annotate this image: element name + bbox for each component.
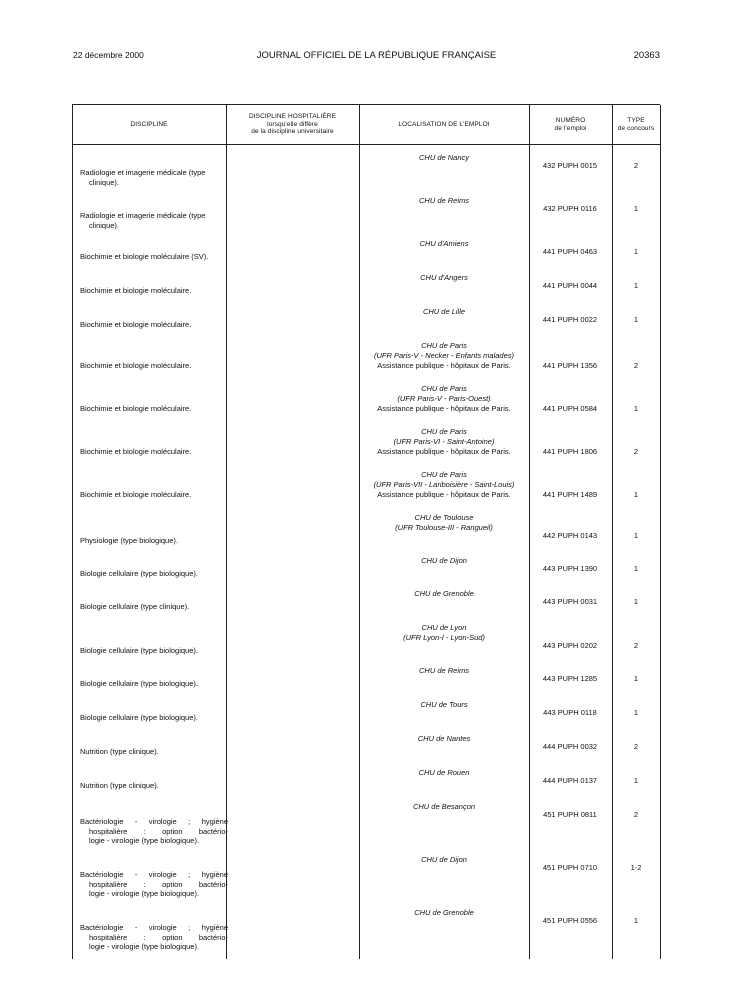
table-border-right bbox=[660, 105, 661, 959]
position-number: 441 PUPH 0463 bbox=[542, 247, 598, 256]
employment-location bbox=[359, 908, 529, 918]
competition-type: 1 bbox=[633, 531, 639, 540]
location-administration: Assistance publique - hôpitaux de Paris. bbox=[377, 361, 511, 370]
discipline-text: Biologie cellulaire (type biologique). bbox=[80, 679, 198, 688]
employment-location bbox=[359, 802, 529, 812]
discipline-text: Biologie cellulaire (type biologique). bbox=[80, 713, 198, 722]
competition-type: 1 bbox=[633, 490, 639, 499]
competition-type: 2 bbox=[633, 161, 639, 170]
position-number: 451 PUPH 0710 bbox=[542, 863, 598, 872]
discipline-text: logie - virologie (type biologique). bbox=[89, 942, 200, 951]
column-header-discipline: DISCIPLINE bbox=[130, 120, 168, 128]
competition-type: 1 bbox=[633, 315, 639, 324]
discipline-text: clinique). bbox=[89, 220, 120, 230]
location-name: CHU de Paris bbox=[421, 341, 467, 350]
competition-type: 1 bbox=[633, 404, 639, 413]
discipline-text: Biochimie et biologie moléculaire. bbox=[80, 320, 192, 329]
discipline-cell bbox=[80, 404, 228, 414]
discipline-cell bbox=[80, 923, 228, 952]
location-ufr: (UFR Paris-VI - Saint-Antoine) bbox=[393, 437, 495, 446]
competition-type: 1 bbox=[633, 597, 639, 606]
location-name: CHU de Reims bbox=[418, 196, 469, 205]
discipline-text: Biochimie et biologie moléculaire. bbox=[80, 404, 192, 413]
location-administration: Assistance publique - hôpitaux de Paris. bbox=[377, 490, 511, 499]
discipline-cell bbox=[80, 211, 228, 230]
employment-location bbox=[359, 556, 529, 566]
employment-location bbox=[359, 470, 529, 500]
competition-type: 2 bbox=[633, 447, 639, 456]
discipline-text: logie - virologie (type biologique). bbox=[89, 889, 200, 898]
location-administration: Assistance publique - hôpitaux de Paris. bbox=[377, 447, 511, 456]
discipline-text: Biochimie et biologie moléculaire. bbox=[80, 490, 192, 499]
location-name: CHU de Lyon bbox=[421, 623, 467, 632]
location-name: CHU de Tours bbox=[420, 700, 468, 709]
discipline-text: Bactériologie - virologie ; hygiène bbox=[80, 870, 228, 879]
position-number: 441 PUPH 1806 bbox=[542, 447, 598, 456]
competition-type: 1-2 bbox=[630, 863, 642, 872]
employment-location bbox=[359, 700, 529, 710]
discipline-text: Nutrition (type clinique). bbox=[80, 747, 159, 756]
discipline-text: clinique). bbox=[89, 177, 120, 187]
employment-location bbox=[359, 307, 529, 317]
competition-type: 1 bbox=[633, 776, 639, 785]
discipline-cell bbox=[80, 252, 228, 262]
employment-location bbox=[359, 273, 529, 283]
position-number: 441 PUPH 1489 bbox=[542, 490, 598, 499]
discipline-cell bbox=[80, 569, 228, 579]
positions-table bbox=[72, 104, 660, 959]
column-header-location: LOCALISATION DE L'EMPLOI bbox=[398, 120, 490, 128]
employment-location bbox=[359, 384, 529, 414]
location-name: CHU de Rouen bbox=[418, 768, 470, 777]
discipline-text: Radiologie et imagerie médicale (type bbox=[80, 168, 206, 177]
position-number: 451 PUPH 0556 bbox=[542, 916, 598, 925]
discipline-cell bbox=[80, 747, 228, 757]
location-name: CHU de Besançon bbox=[412, 802, 476, 811]
location-name: CHU d'Amiens bbox=[419, 239, 469, 248]
discipline-text: hospitalière : option bactério- bbox=[89, 826, 228, 836]
competition-type: 2 bbox=[633, 742, 639, 751]
position-number: 441 PUPH 0022 bbox=[542, 315, 598, 324]
discipline-cell bbox=[80, 781, 228, 791]
employment-location bbox=[359, 239, 529, 249]
competition-type: 2 bbox=[633, 361, 639, 370]
discipline-cell bbox=[80, 713, 228, 723]
discipline-text: hospitalière : option bactério- bbox=[89, 932, 228, 942]
employment-location bbox=[359, 341, 529, 371]
discipline-text: Biochimie et biologie moléculaire. bbox=[80, 361, 192, 370]
discipline-text: Biologie cellulaire (type biologique). bbox=[80, 569, 198, 578]
employment-location bbox=[359, 153, 529, 163]
discipline-text: Biologie cellulaire (type biologique). bbox=[80, 646, 198, 655]
discipline-text: Bactériologie - virologie ; hygiène bbox=[80, 923, 228, 932]
location-name: CHU de Dijon bbox=[421, 855, 467, 864]
discipline-cell bbox=[80, 361, 228, 371]
location-name: CHU de Paris bbox=[421, 384, 467, 393]
column-header-hospital-discipline: DISCIPLINE HOSPITALIÈRE lorsqu'elle diffère de la discipline universitaire bbox=[248, 113, 337, 136]
competition-type: 1 bbox=[633, 674, 639, 683]
location-administration: Assistance publique - hôpitaux de Paris. bbox=[377, 404, 511, 413]
header-page-number: 20363 bbox=[633, 50, 660, 61]
location-ufr: (UFR Paris-V - Paris-Ouest) bbox=[397, 394, 491, 403]
location-ufr: (UFR Toulouse-III - Rangueil) bbox=[395, 523, 493, 532]
discipline-cell bbox=[80, 320, 228, 330]
location-ufr: (UFR Lyon-I - Lyon-Sud) bbox=[403, 633, 485, 642]
position-number: 443 PUPH 0118 bbox=[543, 708, 597, 717]
employment-location bbox=[359, 513, 529, 533]
competition-type: 2 bbox=[633, 641, 639, 650]
location-name: CHU de Grenoble bbox=[414, 589, 474, 598]
location-name: CHU de Paris bbox=[421, 427, 467, 436]
position-number: 441 PUPH 1356 bbox=[542, 361, 598, 370]
column-header-number: NUMÉRO de l'emploi bbox=[554, 117, 587, 132]
discipline-text: Radiologie et imagerie médicale (type bbox=[80, 211, 206, 220]
position-number: 441 PUPH 0584 bbox=[542, 404, 598, 413]
employment-location bbox=[359, 589, 529, 599]
discipline-cell bbox=[80, 817, 228, 846]
position-number: 444 PUPH 0137 bbox=[542, 776, 598, 785]
discipline-text: Biologie cellulaire (type clinique). bbox=[80, 602, 190, 611]
position-number: 443 PUPH 0202 bbox=[542, 641, 598, 650]
position-number: 444 PUPH 0032 bbox=[542, 742, 598, 751]
position-number: 451 PUPH 0811 bbox=[543, 810, 597, 819]
competition-type: 1 bbox=[633, 708, 639, 717]
location-name: CHU de Dijon bbox=[421, 556, 467, 565]
employment-location bbox=[359, 666, 529, 676]
location-name: CHU de Reims bbox=[418, 666, 469, 675]
location-ufr: (UFR Paris-VII - Lariboisière - Saint-Louis) bbox=[373, 480, 515, 489]
discipline-text: logie - virologie (type biologique). bbox=[89, 836, 200, 845]
discipline-text: Biochimie et biologie moléculaire. bbox=[80, 286, 192, 295]
discipline-cell bbox=[80, 536, 228, 546]
position-number: 441 PUPH 0044 bbox=[542, 281, 598, 290]
competition-type: 1 bbox=[633, 564, 639, 573]
competition-type: 1 bbox=[633, 247, 639, 256]
discipline-text: hospitalière : option bactério- bbox=[89, 879, 228, 889]
position-number: 443 PUPH 1285 bbox=[542, 674, 598, 683]
location-ufr: (UFR Paris-V - Necker - Enfants malades) bbox=[373, 351, 515, 360]
discipline-cell bbox=[80, 447, 228, 457]
employment-location bbox=[359, 427, 529, 457]
competition-type: 1 bbox=[633, 204, 639, 213]
position-number: 443 PUPH 1390 bbox=[542, 564, 598, 573]
header-date: 22 décembre 2000 bbox=[73, 50, 144, 60]
location-name: CHU de Paris bbox=[421, 470, 467, 479]
discipline-cell bbox=[80, 286, 228, 296]
employment-location bbox=[359, 196, 529, 206]
employment-location bbox=[359, 855, 529, 865]
column-header-type: TYPE de concours bbox=[617, 117, 655, 132]
discipline-text: Physiologie (type biologique). bbox=[80, 536, 178, 545]
position-number: 442 PUPH 0143 bbox=[542, 531, 598, 540]
employment-location bbox=[359, 734, 529, 744]
location-name: CHU d'Angers bbox=[420, 273, 468, 282]
position-number: 432 PUPH 0015 bbox=[542, 161, 598, 170]
position-number: 443 PUPH 0031 bbox=[542, 597, 598, 606]
competition-type: 2 bbox=[633, 810, 639, 819]
location-name: CHU de Grenoble bbox=[414, 908, 474, 917]
discipline-text: Nutrition (type clinique). bbox=[80, 781, 159, 790]
location-name: CHU de Lille bbox=[422, 307, 466, 316]
location-name: CHU de Nantes bbox=[417, 734, 471, 743]
discipline-cell bbox=[80, 602, 228, 612]
employment-location bbox=[359, 768, 529, 778]
discipline-cell bbox=[80, 870, 228, 899]
location-name: CHU de Nancy bbox=[418, 153, 470, 162]
competition-type: 1 bbox=[633, 281, 639, 290]
discipline-cell bbox=[80, 168, 228, 187]
table-border-left bbox=[72, 105, 73, 959]
position-number: 432 PUPH 0116 bbox=[543, 204, 597, 213]
discipline-cell bbox=[80, 679, 228, 689]
employment-location bbox=[359, 623, 529, 643]
header-rule bbox=[72, 144, 660, 145]
discipline-text: Biochimie et biologie moléculaire. bbox=[80, 447, 192, 456]
header-title: JOURNAL OFFICIEL DE LA RÉPUBLIQUE FRANÇAISE bbox=[256, 50, 497, 61]
competition-type: 1 bbox=[633, 916, 639, 925]
discipline-text: Biochimie et biologie moléculaire (SV). bbox=[80, 252, 209, 261]
discipline-text: Bactériologie - virologie ; hygiène bbox=[80, 817, 228, 826]
discipline-cell bbox=[80, 646, 228, 656]
discipline-cell bbox=[80, 490, 228, 500]
location-name: CHU de Toulouse bbox=[414, 513, 474, 522]
